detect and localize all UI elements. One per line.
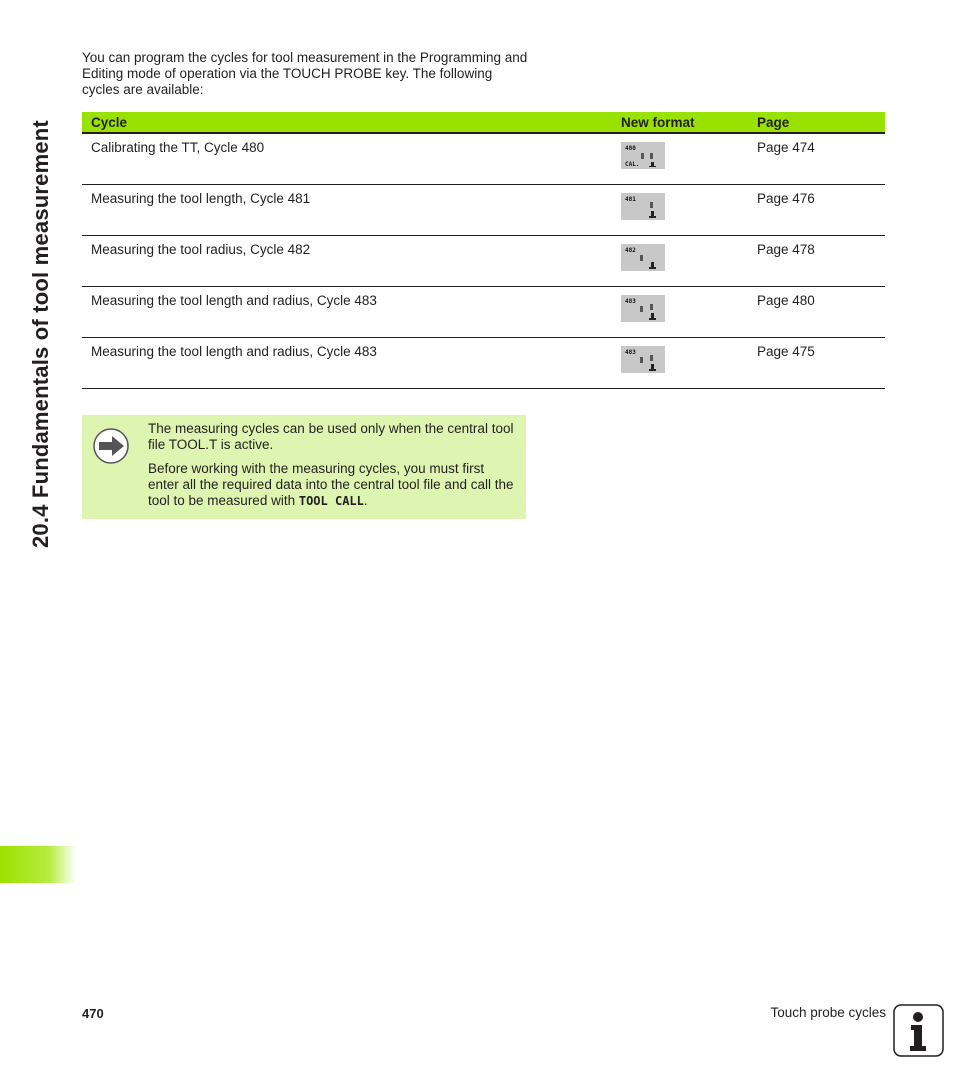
tool-probe-icon bbox=[640, 202, 662, 218]
column-header-new-format: New format bbox=[612, 112, 748, 133]
tool-probe-icon bbox=[640, 304, 662, 320]
footer-chapter-name: Touch probe cycles bbox=[770, 1005, 886, 1020]
cycles-table bbox=[82, 112, 885, 389]
note-paragraph-1: The measuring cycles can be used only when the central tool file TOOL.T is active. bbox=[148, 421, 514, 452]
softkey-cycle-481 bbox=[621, 193, 665, 220]
softkey-number: 480 bbox=[625, 145, 636, 152]
cycle-name: Measuring the tool length and radius, Cycle 483 bbox=[82, 286, 612, 337]
cycle-name: Calibrating the TT, Cycle 480 bbox=[82, 133, 612, 184]
table-row bbox=[82, 133, 885, 184]
chapter-section-title: 20.4 Fundamentals of tool measurement bbox=[28, 120, 53, 548]
column-header-page: Page bbox=[748, 112, 885, 133]
softkey-sub-label: CAL. bbox=[625, 161, 640, 168]
softkey-number: 483 bbox=[625, 297, 636, 305]
tool-probe-icon bbox=[640, 253, 662, 269]
tool-probe-icon bbox=[640, 151, 662, 167]
tool-probe-icon bbox=[640, 355, 662, 371]
softkey-cycle-482 bbox=[621, 244, 665, 271]
intro-paragraph: You can program the cycles for tool measurement in the Programming and Editing mode of operation via the TOUCH PROBE key. The following cycles are available: bbox=[82, 50, 528, 97]
chapter-thumb-tab bbox=[0, 846, 76, 883]
page-number: 470 bbox=[82, 1006, 104, 1021]
note-box bbox=[82, 415, 526, 519]
table-row bbox=[82, 235, 885, 286]
softkey-cycle-480 bbox=[621, 142, 665, 169]
softkey-cycle-483 bbox=[621, 295, 665, 322]
table-row bbox=[82, 184, 885, 235]
softkey-number: 481 bbox=[625, 195, 636, 203]
tool-call-code: TOOL CALL bbox=[298, 494, 364, 508]
info-icon bbox=[893, 1004, 944, 1057]
cycle-name: Measuring the tool length, Cycle 481 bbox=[82, 184, 612, 235]
cycle-name: Measuring the tool radius, Cycle 482 bbox=[82, 235, 612, 286]
arrow-right-icon bbox=[92, 427, 130, 465]
table-row bbox=[82, 337, 885, 388]
page-reference: Page 476 bbox=[748, 184, 885, 235]
table-header-row bbox=[82, 112, 885, 133]
cycle-name: Measuring the tool length and radius, Cycle 483 bbox=[82, 337, 612, 388]
note-paragraph-2 bbox=[148, 461, 518, 509]
page-reference: Page 480 bbox=[748, 286, 885, 337]
note-paragraph-2-text: Before working with the measuring cycles, you must first enter all the required data into the central tool file and call the tool to be measured with bbox=[148, 461, 514, 508]
softkey-cycle-483 bbox=[621, 346, 665, 373]
page-reference: Page 478 bbox=[748, 235, 885, 286]
column-header-cycle: Cycle bbox=[82, 112, 612, 133]
page-reference: Page 475 bbox=[748, 337, 885, 388]
page-reference: Page 474 bbox=[748, 133, 885, 184]
softkey-number: 482 bbox=[625, 246, 636, 254]
note-paragraph-2-end: . bbox=[363, 493, 368, 508]
table-row bbox=[82, 286, 885, 337]
softkey-number: 483 bbox=[625, 348, 636, 356]
